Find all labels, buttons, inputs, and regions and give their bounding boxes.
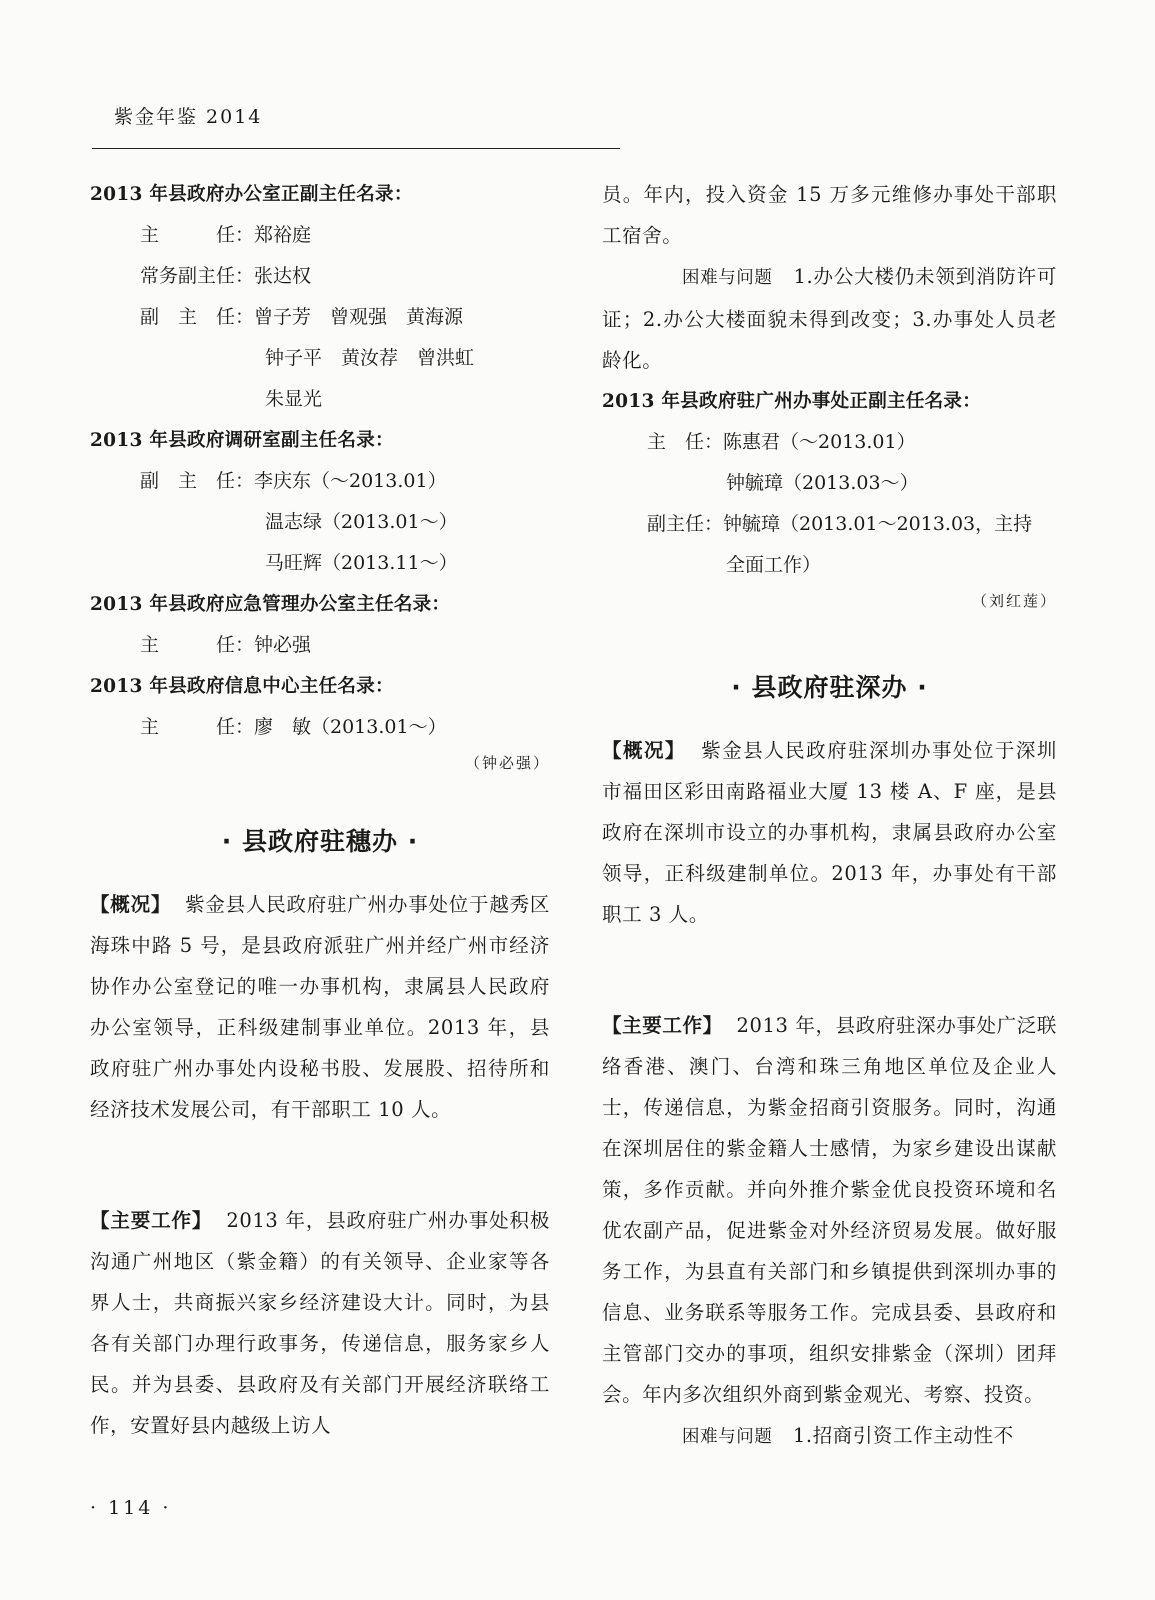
section-title-guangzhou: · 县政府驻穗办 · bbox=[221, 827, 419, 856]
list-entry: 副 主 任：曾子芳 曾观强 黄海源 bbox=[140, 306, 464, 328]
list-entry-cont: 温志绿（2013.01～） bbox=[265, 511, 458, 533]
problem-label: 困难与问题 bbox=[682, 268, 773, 288]
problem-paragraph bbox=[602, 256, 1057, 381]
page-number: · 114 · bbox=[90, 1497, 172, 1519]
author-credit: （刘红莲） bbox=[971, 592, 1057, 610]
list-title-gz-office: 2013 年县政府驻广州办事处正副主任名录： bbox=[602, 391, 982, 412]
list-title-info-center: 2013 年县政府信息中心主任名录： bbox=[90, 676, 394, 697]
list-entry: 主 任：郑裕庭 bbox=[140, 224, 312, 246]
problem-text: 1.办公大楼仍未领到消防许可证；2.办公大楼面貌未得到改变；3.办事处人员老龄化。 bbox=[602, 265, 1057, 372]
list-entry: 主 任：陈惠君（～2013.01） bbox=[647, 431, 916, 453]
problem-paragraph bbox=[602, 1415, 1057, 1458]
list-entry-cont: 全面工作） bbox=[726, 554, 822, 576]
work-text: 2013 年，县政府驻广州办事处积极沟通广州地区（紫金籍）的有关领导、企业家等各界人士，共商振兴家乡经济建设大计。同时，为县各有关部门办理行政事务，传递信息，服务家乡人民。并为县委、县政府及有关部门开展经济联络工作，安置好县内越级上访人 bbox=[90, 1209, 550, 1437]
list-entry-cont: 钟毓璋（2013.03～） bbox=[726, 472, 919, 494]
work-paragraph bbox=[90, 1200, 550, 1446]
overview-tag: 【概况】 bbox=[602, 739, 686, 762]
overview-paragraph bbox=[90, 884, 550, 1130]
work-paragraph-cont: 员。年内，投入资金 15 万多元维修办事处干部职工宿舍。 bbox=[602, 183, 1057, 247]
list-entry-cont: 马旺辉（2013.11～） bbox=[265, 552, 458, 574]
work-paragraph bbox=[602, 1005, 1057, 1415]
problem-label: 困难与问题 bbox=[682, 1427, 773, 1447]
list-title-emergency: 2013 年县政府应急管理办公室主任名录： bbox=[90, 594, 451, 615]
overview-paragraph bbox=[602, 730, 1057, 935]
list-entry-cont: 钟子平 黄汝荐 曾洪虹 bbox=[265, 347, 475, 369]
problem-text: 1.招商引资工作主动性不 bbox=[792, 1424, 1014, 1447]
overview-text: 紫金县人民政府驻深圳办事处位于深圳市福田区彩田南路福业大厦 13 楼 A、F 座，是县政府在深圳市设立的办事机构，隶属县政府办公室领导，正科级建制单位。2013 年，办事处有干部职工 3 人。 bbox=[602, 739, 1057, 926]
author-credit: （钟必强） bbox=[464, 754, 550, 772]
list-entry-cont: 朱显光 bbox=[265, 388, 323, 410]
list-title-research: 2013 年县政府调研室副主任名录： bbox=[90, 430, 394, 451]
list-entry: 副 主 任：李庆东（～2013.01） bbox=[140, 470, 447, 492]
work-tag: 【主要工作】 bbox=[90, 1209, 213, 1232]
list-entry: 主 任：钟必强 bbox=[140, 634, 312, 656]
running-header: 紫金年鉴 2014 bbox=[114, 106, 263, 128]
list-entry: 常务副主任：张达权 bbox=[140, 265, 312, 287]
list-title-office: 2013 年县政府办公室正副主任名录： bbox=[90, 184, 413, 205]
list-entry: 副主任：钟毓璋（2013.01～2013.03，主持 bbox=[647, 513, 1033, 535]
work-tag: 【主要工作】 bbox=[602, 1014, 723, 1037]
list-entry: 主 任：廖 敏（2013.01～） bbox=[140, 716, 447, 738]
section-title-shenzhen: · 县政府驻深办 · bbox=[731, 673, 928, 702]
overview-tag: 【概况】 bbox=[90, 893, 172, 916]
header-rule bbox=[92, 148, 620, 149]
work-text: 2013 年，县政府驻深办事处广泛联络香港、澳门、台湾和珠三角地区单位及企业人士，传递信息，为紫金招商引资服务。同时，沟通在深圳居住的紫金籍人士感情，为家乡建设出谋献策，多作贡献。并向外推介紫金优良投资环境和名优农副产品，促进紫金对外经济贸易发展。做好服务工作，为县直有关部门和乡镇提供到深圳办事的信息、业务联系等服务工作。完成县委、县政府和主管部门交办的事项，组织安排紫金（深圳）团拜会。年内多次组织外商到紫金观光、考察、投资。 bbox=[602, 1014, 1057, 1406]
right-column bbox=[602, 174, 1057, 1458]
overview-text: 紫金县人民政府驻广州办事处位于越秀区海珠中路 5 号，是县政府派驻广州并经广州市经济协作办公室登记的唯一办事机构，隶属县人民政府办公室领导，正科级建制事业单位。2013 年，县政府驻广州办事处内设秘书股、发展股、招待所和经济技术发展公司，有干部职工 10 人。 bbox=[90, 893, 550, 1121]
left-column bbox=[90, 174, 550, 1446]
